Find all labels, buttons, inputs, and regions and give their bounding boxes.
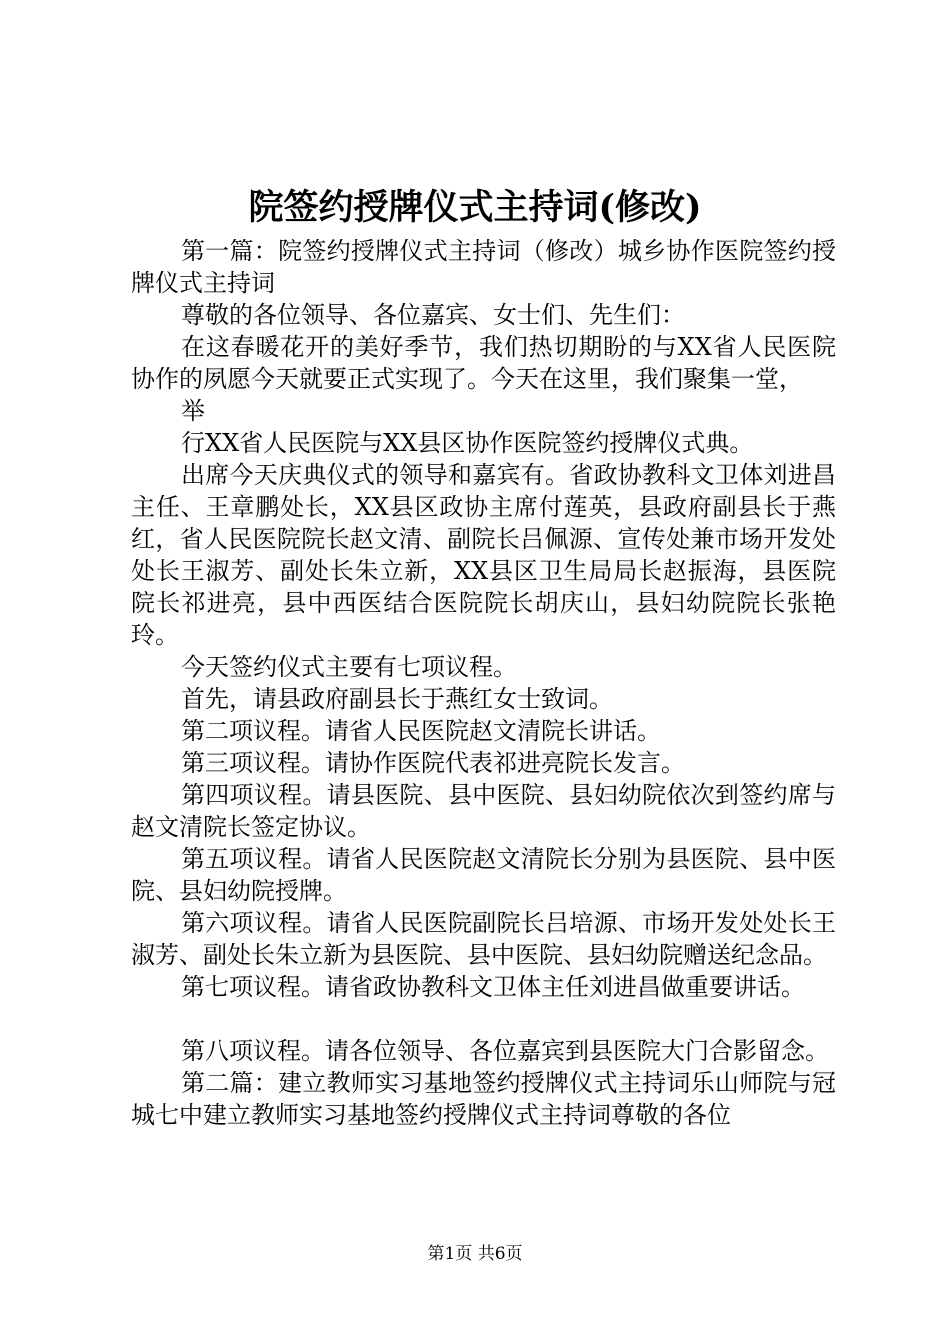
- paragraph-9: 第二项议程。请省人民医院赵文清院长讲话。: [181, 717, 661, 745]
- paragraph-13: 第六项议程。请省人民医院副院长吕培源、市场开发处处长王淑芳、副处长朱立新为县医院、县中医院、县妇幼院赠送纪念品。: [131, 909, 836, 969]
- paragraph-10: 第三项议程。请协作医院代表祁进亮院长发言。: [181, 749, 685, 777]
- page-footer: 第1页 共6页: [427, 1244, 523, 1264]
- blank-line: [131, 1003, 836, 1035]
- paragraph-6: 出席今天庆典仪式的领导和嘉宾有。省政协教科文卫体刘进昌主任、王章鹏处长，XX县区政协主席付莲英，县政府副县长于燕红，省人民医院院长赵文清、副院长吕佩源、宣传处兼市场开发处处长王淑芳、副处长朱立新，XX县区卫生局局长赵振海，县医院院长祁进亮，县中西医结合医院院长胡庆山，县妇幼院院长张艳玲。: [131, 461, 836, 649]
- paragraph-12: 第五项议程。请省人民医院赵文清院长分别为县医院、县中医院、县妇幼院授牌。: [131, 845, 836, 905]
- paragraph-7: 今天签约仪式主要有七项议程。: [181, 653, 517, 681]
- paragraph-16: 第二篇：建立教师实习基地签约授牌仪式主持词乐山师院与冠城七中建立教师实习基地签约授牌仪式主持词尊敬的各位: [131, 1069, 836, 1129]
- paragraph-15: 第八项议程。请各位领导、各位嘉宾到县医院大门合影留念。: [181, 1037, 829, 1065]
- paragraph-14: 第七项议程。请省政协教科文卫体主任刘进昌做重要讲话。: [181, 973, 805, 1001]
- paragraph-3: 在这春暖花开的美好季节，我们热切期盼的与XX省人民医院协作的夙愿今天就要正式实现了。今天在这里，我们聚集一堂，: [131, 333, 836, 393]
- document-title: 院签约授牌仪式主持词(修改): [248, 187, 702, 228]
- paragraph-5: 行XX省人民医院与XX县区协作医院签约授牌仪式典。: [181, 429, 754, 457]
- document-body: [131, 235, 836, 1131]
- paragraph-4: 举: [181, 397, 205, 425]
- paragraph-1: 第一篇：院签约授牌仪式主持词（修改）城乡协作医院签约授牌仪式主持词: [131, 237, 836, 297]
- paragraph-11: 第四项议程。请县医院、县中医院、县妇幼院依次到签约席与赵文清院长签定协议。: [131, 781, 836, 841]
- paragraph-8: 首先，请县政府副县长于燕红女士致词。: [181, 685, 613, 713]
- paragraph-2: 尊敬的各位领导、各位嘉宾、女士们、先生们：: [181, 301, 685, 329]
